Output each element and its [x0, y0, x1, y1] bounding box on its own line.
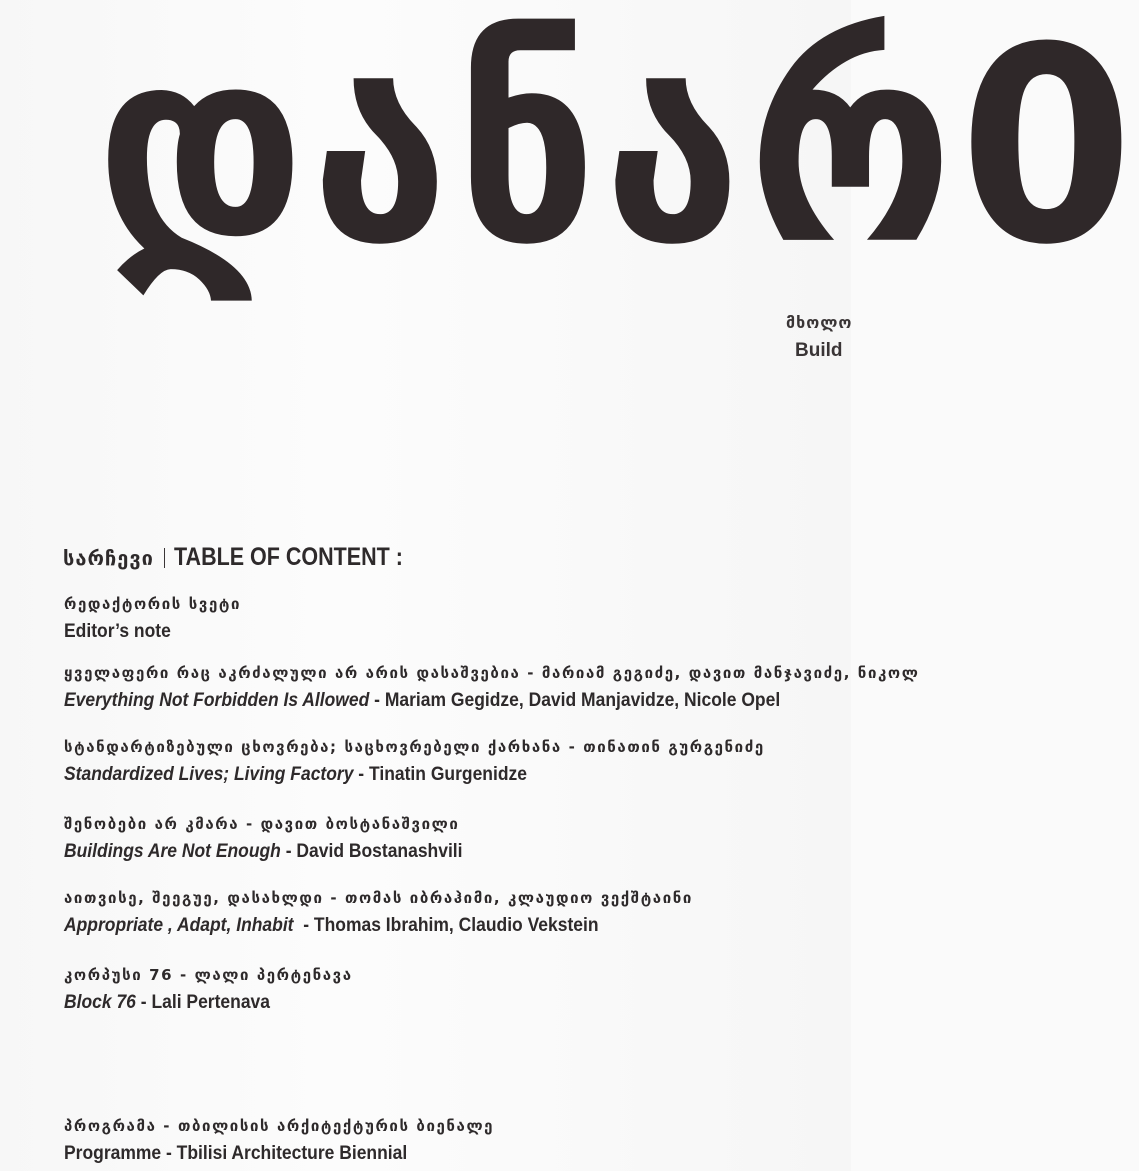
entry-authors: Lali Pertenava — [151, 992, 270, 1013]
entry-authors: David Bostanashvili — [296, 841, 463, 862]
entry-georgian: შენობები არ კმარა - დავით ბოსტანაშვილი — [64, 815, 460, 833]
entry-separator: - — [293, 915, 314, 936]
entry-title: Standardized Lives; Living Factory — [64, 764, 354, 785]
toc-entry — [64, 889, 693, 937]
toc-entry — [64, 1117, 494, 1165]
masthead-title: დანარ0 — [96, 0, 1139, 304]
entry-title: Appropriate , Adapt, Inhabit — [64, 915, 294, 936]
entry-separator: - — [135, 992, 152, 1013]
entry-english — [64, 992, 330, 1014]
entry-title: Editor’s note — [64, 621, 171, 642]
entry-georgian: რედაქტორის სვეტი — [64, 595, 242, 613]
entry-title: Block 76 — [64, 992, 136, 1013]
entry-georgian: ყველაფერი რაც აკრძალული არ არის დასაშვებია - მარიამ გეგიძე, დავით მანჯავიძე, ნიკოლ — [64, 664, 920, 682]
entry-english — [64, 841, 463, 863]
entry-authors: Thomas Ibrahim, Claudio Vekstein — [313, 915, 599, 936]
entry-english — [64, 915, 643, 937]
entry-english — [64, 621, 227, 643]
toc-entry — [64, 595, 241, 643]
toc-heading — [63, 543, 441, 572]
entry-separator: - — [353, 764, 369, 785]
toc-entry — [64, 738, 765, 786]
entry-separator: - — [280, 841, 297, 862]
entry-separator: - — [369, 690, 385, 711]
heading-divider — [164, 548, 166, 568]
toc-entry — [64, 815, 497, 863]
entry-title: Everything Not Forbidden Is Allowed — [64, 690, 370, 711]
entry-authors: Tinatin Gurgenidze — [368, 764, 527, 785]
entry-english — [64, 764, 709, 786]
entry-english — [64, 690, 851, 712]
entry-authors: Mariam Gegidze, David Manjavidze, Nicole Opel — [384, 690, 781, 711]
entry-georgian: პროგრამა - თბილისის არქიტექტურის ბიენალე — [64, 1117, 495, 1135]
entry-authors: Programme - Tbilisi Architecture Biennial — [64, 1143, 408, 1164]
entry-georgian: აითვისე, შეეგუე, დასახლდი - თომას იბრაჰიმი, კლაუდიო ვექშტაინი — [64, 889, 693, 907]
subtitle-english: Build — [795, 340, 843, 361]
entry-title: Buildings Are Not Enough — [64, 841, 281, 862]
toc-entry — [64, 966, 353, 1014]
entry-georgian: კორპუსი 76 - ლალი პერტენავა — [64, 966, 353, 984]
entry-english — [64, 1143, 460, 1165]
toc-heading-english: TABLE OF CONTENT : — [174, 543, 404, 571]
subtitle-georgian: მხოლო — [786, 313, 853, 332]
entry-georgian: სტანდარტიზებული ცხოვრება; საცხოვრებელი ქარხანა - თინათინ გურგენიძე — [64, 738, 765, 756]
toc-entry — [64, 664, 919, 712]
toc-heading-georgian: სარჩევი — [63, 545, 154, 570]
